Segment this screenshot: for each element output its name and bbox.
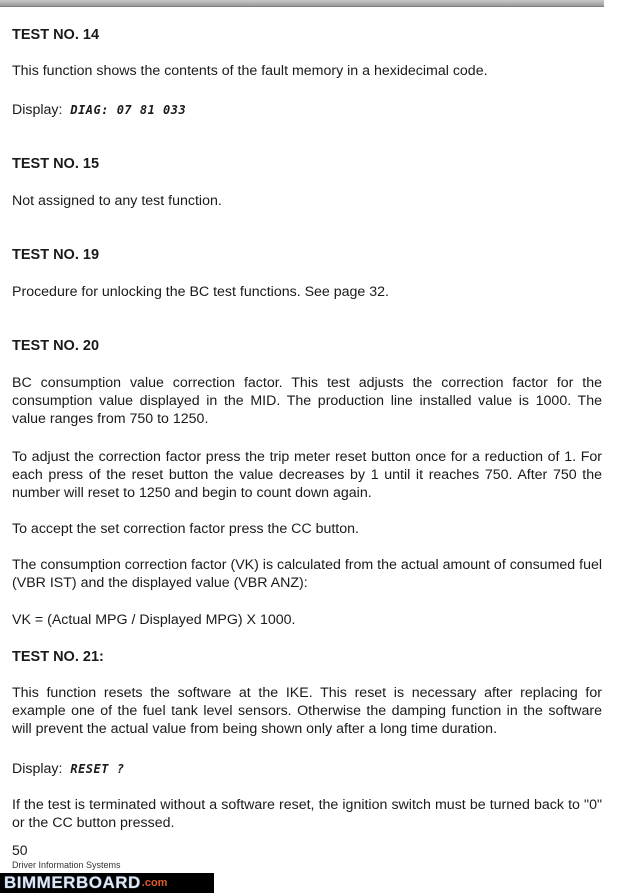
display-label: Display: [12, 102, 63, 118]
text-test-15: Not assigned to any test function. [12, 193, 222, 209]
text-test-20-formula: VK = (Actual MPG / Displayed MPG) X 1000. [12, 612, 296, 628]
text-test-21-p2: If the test is terminated without a software reset, the ignition switch must be turned back to "0" or the CC button pressed. [12, 797, 602, 831]
display-value: RESET ? [70, 762, 125, 776]
heading-test-15: TEST NO. 15 [12, 156, 100, 172]
text-test-19: Procedure for unlocking the BC test functions. See page 32. [12, 284, 389, 300]
text-test-14: This function shows the contents of the fault memory in a hexidecimal code. [12, 63, 488, 79]
text-test-20-p1: BC consumption value correction factor. This test adjusts the correction factor for the consumption value displayed in the MID. The production line installed value is 1000. The value ranges from 750 to 1250. [12, 375, 602, 427]
text-test-21-p1: This function resets the software at the IKE. This reset is necessary after replacing for example one of the fuel tank level sensors. Otherwise the damping function in the software will prevent the actual value from being shown only after a long time duration. [12, 685, 602, 737]
display-value: DIAG: 07 81 033 [70, 103, 187, 117]
display-label: Display: [12, 761, 63, 777]
section-test-14 [12, 25, 602, 45]
display-test-14 [12, 101, 602, 119]
text-test-20-p2: To adjust the correction factor press the trip meter reset button once for a reduction of 1. For each press of the reset button the value decreases by 1 until it reaches 750. After 750 the number will reset to 1250 and begin to count down again. [12, 449, 602, 501]
watermark-domain: .com [141, 877, 168, 889]
top-scroll-bar [0, 0, 604, 7]
heading-test-14: TEST NO. 14 [12, 27, 100, 43]
text-test-20-p3: To accept the set correction factor press the CC button. [12, 521, 359, 537]
watermark-logo [0, 873, 214, 893]
watermark-text: BIMMERBOARD [4, 873, 141, 892]
page-number: 50 [12, 842, 28, 858]
display-test-21 [12, 760, 602, 778]
heading-test-19: TEST NO. 19 [12, 247, 100, 263]
text-test-20-p4: The consumption correction factor (VK) is calculated from the actual amount of consumed fuel (VBR IST) and the displayed value (VBR ANZ): [12, 557, 602, 591]
heading-test-20: TEST NO. 20 [12, 338, 100, 354]
footer-section-name: Driver Information Systems [12, 860, 121, 870]
heading-test-21: TEST NO. 21: [12, 649, 104, 665]
